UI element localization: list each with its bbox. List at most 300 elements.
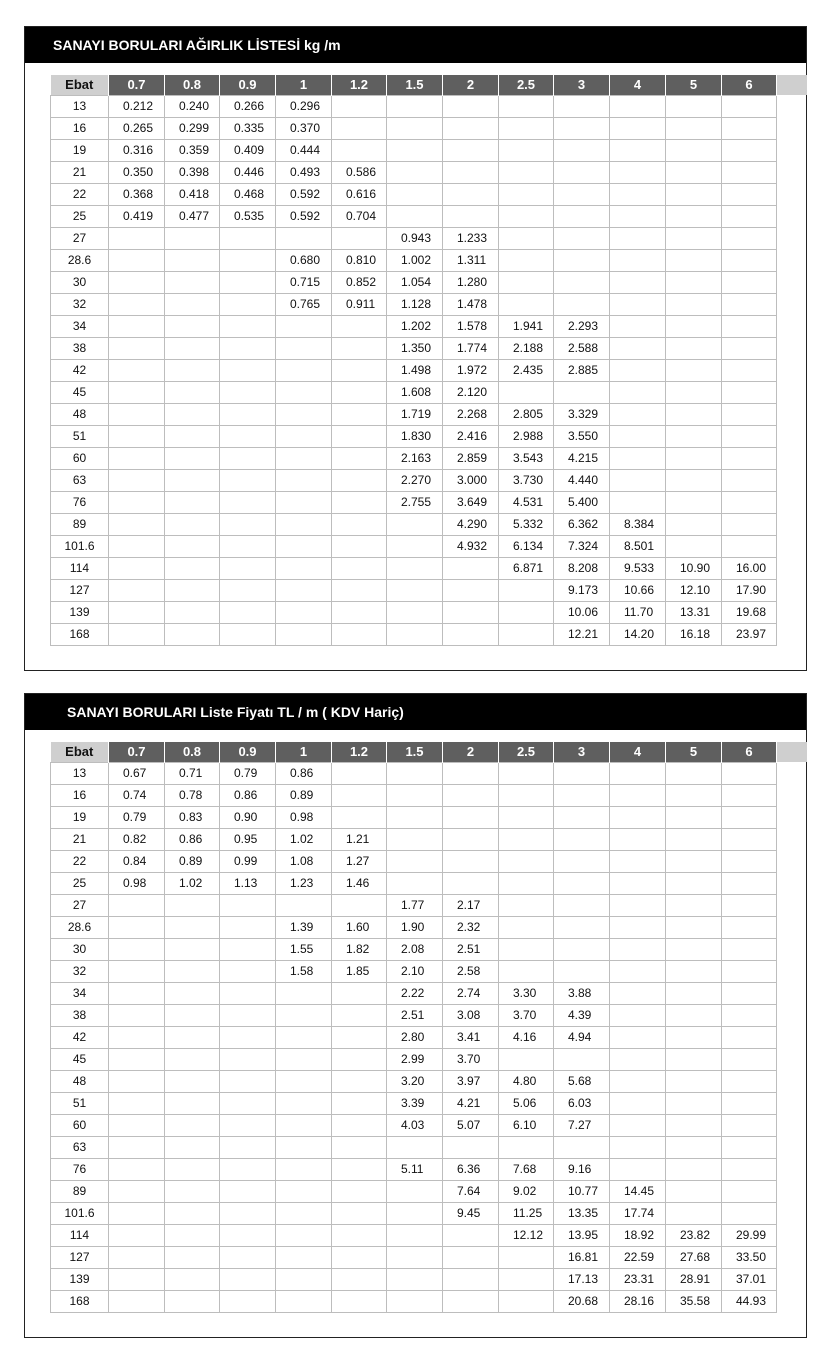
value-cell xyxy=(332,1224,387,1246)
value-cell: 2.588 xyxy=(554,337,610,359)
value-cell: 2.293 xyxy=(554,315,610,337)
value-cell xyxy=(722,1136,777,1158)
value-cell xyxy=(165,315,220,337)
value-cell: 3.39 xyxy=(387,1092,443,1114)
value-cell: 0.943 xyxy=(387,227,443,249)
table-row xyxy=(51,916,807,938)
value-cell: 17.13 xyxy=(554,1268,610,1290)
value-cell: 0.418 xyxy=(165,183,220,205)
value-cell: 1.60 xyxy=(332,916,387,938)
value-cell: 3.329 xyxy=(554,403,610,425)
value-cell xyxy=(276,1224,332,1246)
table-row xyxy=(51,359,807,381)
value-cell xyxy=(109,1158,165,1180)
value-cell xyxy=(666,784,722,806)
value-cell: 16.00 xyxy=(722,557,777,579)
value-cell xyxy=(276,982,332,1004)
value-cell xyxy=(109,447,165,469)
value-cell xyxy=(722,1026,777,1048)
size-cell: 51 xyxy=(51,425,109,447)
value-cell xyxy=(722,491,777,513)
value-cell xyxy=(722,425,777,447)
value-cell xyxy=(332,447,387,469)
value-cell xyxy=(276,425,332,447)
row-tail xyxy=(777,1092,807,1114)
value-cell xyxy=(554,828,610,850)
value-cell: 1.82 xyxy=(332,938,387,960)
value-cell xyxy=(722,139,777,161)
value-cell xyxy=(722,183,777,205)
value-cell xyxy=(666,1136,722,1158)
value-cell xyxy=(499,117,554,139)
value-cell xyxy=(722,784,777,806)
value-cell: 2.120 xyxy=(443,381,499,403)
value-cell xyxy=(332,139,387,161)
value-cell xyxy=(165,1048,220,1070)
size-cell: 30 xyxy=(51,271,109,293)
value-cell xyxy=(722,381,777,403)
size-cell: 30 xyxy=(51,938,109,960)
value-cell xyxy=(443,762,499,784)
row-tail xyxy=(777,447,807,469)
value-cell: 9.02 xyxy=(499,1180,554,1202)
value-cell: 12.21 xyxy=(554,623,610,645)
row-tail xyxy=(777,337,807,359)
value-cell xyxy=(165,337,220,359)
weight-list-title: SANAYI BORULARI AĞIRLIK LİSTESİ kg /m xyxy=(25,27,806,63)
row-tail xyxy=(777,293,807,315)
value-cell xyxy=(610,872,666,894)
value-cell: 0.592 xyxy=(276,205,332,227)
row-tail xyxy=(777,1004,807,1026)
value-cell: 7.64 xyxy=(443,1180,499,1202)
value-cell xyxy=(387,205,443,227)
value-cell xyxy=(220,1026,276,1048)
value-cell: 28.16 xyxy=(610,1290,666,1312)
value-cell xyxy=(276,1026,332,1048)
size-cell: 28.6 xyxy=(51,249,109,271)
value-cell: 4.94 xyxy=(554,1026,610,1048)
table-row xyxy=(51,1092,807,1114)
value-cell: 9.16 xyxy=(554,1158,610,1180)
value-cell: 23.97 xyxy=(722,623,777,645)
table-row xyxy=(51,95,807,117)
value-cell: 0.398 xyxy=(165,161,220,183)
value-cell xyxy=(722,850,777,872)
value-cell xyxy=(499,1268,554,1290)
size-cell: 51 xyxy=(51,1092,109,1114)
row-tail xyxy=(777,982,807,1004)
value-cell xyxy=(610,1026,666,1048)
value-cell xyxy=(332,95,387,117)
table-row xyxy=(51,469,807,491)
value-cell xyxy=(387,183,443,205)
value-cell xyxy=(276,447,332,469)
row-tail xyxy=(777,491,807,513)
table-row xyxy=(51,1004,807,1026)
value-cell: 0.240 xyxy=(165,95,220,117)
column-header: 1 xyxy=(276,75,332,95)
value-cell: 1.21 xyxy=(332,828,387,850)
column-header-ebat: Ebat xyxy=(51,75,109,95)
row-tail xyxy=(777,139,807,161)
value-cell xyxy=(165,1290,220,1312)
value-cell xyxy=(499,938,554,960)
value-cell: 12.10 xyxy=(666,579,722,601)
value-cell xyxy=(666,337,722,359)
size-cell: 32 xyxy=(51,960,109,982)
value-cell xyxy=(722,205,777,227)
value-cell xyxy=(332,425,387,447)
value-cell xyxy=(165,381,220,403)
value-cell xyxy=(722,359,777,381)
value-cell xyxy=(666,894,722,916)
value-cell xyxy=(276,513,332,535)
value-cell xyxy=(722,916,777,938)
row-tail xyxy=(777,1070,807,1092)
value-cell xyxy=(332,982,387,1004)
value-cell xyxy=(610,117,666,139)
value-cell xyxy=(332,1092,387,1114)
value-cell xyxy=(554,872,610,894)
value-cell xyxy=(332,381,387,403)
value-cell xyxy=(109,916,165,938)
value-cell: 9.533 xyxy=(610,557,666,579)
value-cell: 20.68 xyxy=(554,1290,610,1312)
value-cell: 1.77 xyxy=(387,894,443,916)
value-cell xyxy=(387,117,443,139)
value-cell: 0.477 xyxy=(165,205,220,227)
value-cell: 0.86 xyxy=(220,784,276,806)
table-row xyxy=(51,1202,807,1224)
size-cell: 25 xyxy=(51,872,109,894)
value-cell: 2.435 xyxy=(499,359,554,381)
value-cell: 9.173 xyxy=(554,579,610,601)
value-cell xyxy=(109,535,165,557)
value-cell xyxy=(276,601,332,623)
table-row xyxy=(51,1048,807,1070)
value-cell: 22.59 xyxy=(610,1246,666,1268)
value-cell xyxy=(109,513,165,535)
value-cell: 0.79 xyxy=(220,762,276,784)
value-cell xyxy=(610,359,666,381)
value-cell xyxy=(666,1092,722,1114)
value-cell xyxy=(220,579,276,601)
size-cell: 34 xyxy=(51,982,109,1004)
table-row xyxy=(51,1114,807,1136)
value-cell xyxy=(610,1136,666,1158)
value-cell xyxy=(610,403,666,425)
value-cell: 6.10 xyxy=(499,1114,554,1136)
value-cell xyxy=(165,982,220,1004)
value-cell xyxy=(610,227,666,249)
table-row xyxy=(51,337,807,359)
value-cell xyxy=(332,1290,387,1312)
row-tail xyxy=(777,403,807,425)
value-cell: 0.704 xyxy=(332,205,387,227)
value-cell: 10.90 xyxy=(666,557,722,579)
value-cell xyxy=(666,425,722,447)
value-cell xyxy=(109,293,165,315)
value-cell xyxy=(722,938,777,960)
value-cell xyxy=(443,183,499,205)
row-tail xyxy=(777,271,807,293)
value-cell xyxy=(554,1136,610,1158)
value-cell xyxy=(109,425,165,447)
size-cell: 60 xyxy=(51,1114,109,1136)
size-cell: 42 xyxy=(51,359,109,381)
value-cell: 2.755 xyxy=(387,491,443,513)
size-cell: 89 xyxy=(51,513,109,535)
value-cell: 16.81 xyxy=(554,1246,610,1268)
value-cell xyxy=(276,491,332,513)
value-cell: 0.616 xyxy=(332,183,387,205)
value-cell xyxy=(610,447,666,469)
value-cell xyxy=(387,623,443,645)
value-cell xyxy=(499,227,554,249)
value-cell xyxy=(443,1246,499,1268)
value-cell xyxy=(443,850,499,872)
value-cell: 2.10 xyxy=(387,960,443,982)
value-cell: 1.13 xyxy=(220,872,276,894)
table-row xyxy=(51,1180,807,1202)
value-cell xyxy=(220,425,276,447)
row-tail xyxy=(777,1114,807,1136)
value-cell xyxy=(165,1202,220,1224)
value-cell: 3.550 xyxy=(554,425,610,447)
row-tail xyxy=(777,872,807,894)
value-cell: 7.27 xyxy=(554,1114,610,1136)
value-cell: 17.90 xyxy=(722,579,777,601)
value-cell xyxy=(276,381,332,403)
row-tail xyxy=(777,601,807,623)
value-cell xyxy=(666,403,722,425)
value-cell xyxy=(165,359,220,381)
value-cell xyxy=(387,139,443,161)
value-cell xyxy=(666,139,722,161)
value-cell: 0.299 xyxy=(165,117,220,139)
column-header: 0.9 xyxy=(220,75,276,95)
value-cell: 0.409 xyxy=(220,139,276,161)
value-cell: 44.93 xyxy=(722,1290,777,1312)
value-cell xyxy=(610,982,666,1004)
column-header: 2.5 xyxy=(499,742,554,762)
value-cell: 2.268 xyxy=(443,403,499,425)
value-cell xyxy=(109,1268,165,1290)
value-cell xyxy=(332,1004,387,1026)
table-row xyxy=(51,623,807,645)
value-cell: 2.885 xyxy=(554,359,610,381)
value-cell: 1.90 xyxy=(387,916,443,938)
value-cell xyxy=(332,557,387,579)
row-tail xyxy=(777,1158,807,1180)
value-cell xyxy=(276,337,332,359)
value-cell xyxy=(610,205,666,227)
value-cell xyxy=(387,161,443,183)
value-cell xyxy=(276,1180,332,1202)
value-cell: 4.39 xyxy=(554,1004,610,1026)
value-cell xyxy=(276,1202,332,1224)
value-cell: 5.06 xyxy=(499,1092,554,1114)
value-cell xyxy=(387,828,443,850)
value-cell xyxy=(220,1268,276,1290)
value-cell xyxy=(165,293,220,315)
row-tail xyxy=(777,828,807,850)
value-cell xyxy=(165,535,220,557)
value-cell xyxy=(722,1158,777,1180)
price-list-table xyxy=(50,742,807,1313)
value-cell xyxy=(332,1048,387,1070)
value-cell xyxy=(165,271,220,293)
header-tail xyxy=(777,75,807,95)
column-header: 2 xyxy=(443,75,499,95)
value-cell xyxy=(666,359,722,381)
value-cell xyxy=(610,249,666,271)
value-cell xyxy=(722,872,777,894)
table-row xyxy=(51,513,807,535)
value-cell xyxy=(109,337,165,359)
table-row xyxy=(51,491,807,513)
value-cell xyxy=(443,579,499,601)
column-header: 0.9 xyxy=(220,742,276,762)
value-cell xyxy=(109,1136,165,1158)
table-row xyxy=(51,784,807,806)
weight-list-panel xyxy=(24,26,807,671)
value-cell xyxy=(554,806,610,828)
value-cell xyxy=(276,894,332,916)
value-cell: 10.66 xyxy=(610,579,666,601)
value-cell xyxy=(666,1202,722,1224)
value-cell xyxy=(666,161,722,183)
table-row xyxy=(51,1158,807,1180)
value-cell xyxy=(387,1290,443,1312)
value-cell xyxy=(554,894,610,916)
value-cell xyxy=(722,447,777,469)
value-cell: 27.68 xyxy=(666,1246,722,1268)
value-cell: 2.988 xyxy=(499,425,554,447)
value-cell xyxy=(332,227,387,249)
value-cell xyxy=(332,469,387,491)
value-cell xyxy=(220,938,276,960)
value-cell xyxy=(332,1070,387,1092)
table-row xyxy=(51,872,807,894)
value-cell xyxy=(666,850,722,872)
value-cell xyxy=(499,894,554,916)
value-cell xyxy=(387,601,443,623)
value-cell xyxy=(276,623,332,645)
value-cell: 1.830 xyxy=(387,425,443,447)
row-tail xyxy=(777,1136,807,1158)
column-header: 6 xyxy=(722,75,777,95)
size-cell: 60 xyxy=(51,447,109,469)
value-cell xyxy=(165,1026,220,1048)
price-list-title: SANAYI BORULARI Liste Fiyatı TL / m ( KDV Hariç) xyxy=(25,694,806,730)
size-cell: 101.6 xyxy=(51,535,109,557)
value-cell xyxy=(666,271,722,293)
value-cell xyxy=(499,95,554,117)
value-cell xyxy=(499,601,554,623)
value-cell: 2.99 xyxy=(387,1048,443,1070)
value-cell: 1.941 xyxy=(499,315,554,337)
table-row xyxy=(51,1070,807,1092)
weight-list-table xyxy=(50,75,807,646)
value-cell: 3.543 xyxy=(499,447,554,469)
value-cell xyxy=(165,491,220,513)
row-tail xyxy=(777,249,807,271)
size-cell: 27 xyxy=(51,894,109,916)
value-cell xyxy=(220,271,276,293)
value-cell: 0.680 xyxy=(276,249,332,271)
value-cell xyxy=(276,1246,332,1268)
value-cell xyxy=(276,1092,332,1114)
column-header: 0.7 xyxy=(109,75,165,95)
value-cell xyxy=(220,1048,276,1070)
value-cell xyxy=(610,425,666,447)
value-cell xyxy=(387,806,443,828)
size-cell: 63 xyxy=(51,469,109,491)
value-cell: 2.270 xyxy=(387,469,443,491)
size-cell: 38 xyxy=(51,337,109,359)
value-cell xyxy=(220,557,276,579)
value-cell xyxy=(387,1180,443,1202)
table-row xyxy=(51,425,807,447)
row-tail xyxy=(777,161,807,183)
value-cell xyxy=(276,579,332,601)
value-cell: 7.68 xyxy=(499,1158,554,1180)
value-cell xyxy=(666,183,722,205)
table-row xyxy=(51,403,807,425)
value-cell xyxy=(109,359,165,381)
value-cell xyxy=(220,916,276,938)
value-cell: 0.852 xyxy=(332,271,387,293)
value-cell: 3.000 xyxy=(443,469,499,491)
value-cell: 1.608 xyxy=(387,381,443,403)
value-cell xyxy=(387,1246,443,1268)
value-cell: 1.054 xyxy=(387,271,443,293)
value-cell xyxy=(610,806,666,828)
value-cell xyxy=(165,1158,220,1180)
value-cell xyxy=(722,293,777,315)
row-tail xyxy=(777,916,807,938)
value-cell xyxy=(666,227,722,249)
value-cell: 0.911 xyxy=(332,293,387,315)
value-cell xyxy=(220,535,276,557)
table-row xyxy=(51,850,807,872)
value-cell xyxy=(332,806,387,828)
value-cell: 4.440 xyxy=(554,469,610,491)
value-cell: 14.45 xyxy=(610,1180,666,1202)
value-cell: 5.07 xyxy=(443,1114,499,1136)
value-cell xyxy=(499,828,554,850)
value-cell xyxy=(610,828,666,850)
table-row xyxy=(51,1026,807,1048)
value-cell: 0.446 xyxy=(220,161,276,183)
size-cell: 168 xyxy=(51,623,109,645)
value-cell: 1.39 xyxy=(276,916,332,938)
value-cell: 8.501 xyxy=(610,535,666,557)
column-header: 5 xyxy=(666,75,722,95)
value-cell xyxy=(276,1158,332,1180)
value-cell: 0.468 xyxy=(220,183,276,205)
value-cell xyxy=(610,960,666,982)
value-cell xyxy=(610,850,666,872)
value-cell xyxy=(722,117,777,139)
value-cell: 1.08 xyxy=(276,850,332,872)
value-cell xyxy=(276,469,332,491)
value-cell xyxy=(443,784,499,806)
column-header-ebat: Ebat xyxy=(51,742,109,762)
value-cell xyxy=(109,469,165,491)
